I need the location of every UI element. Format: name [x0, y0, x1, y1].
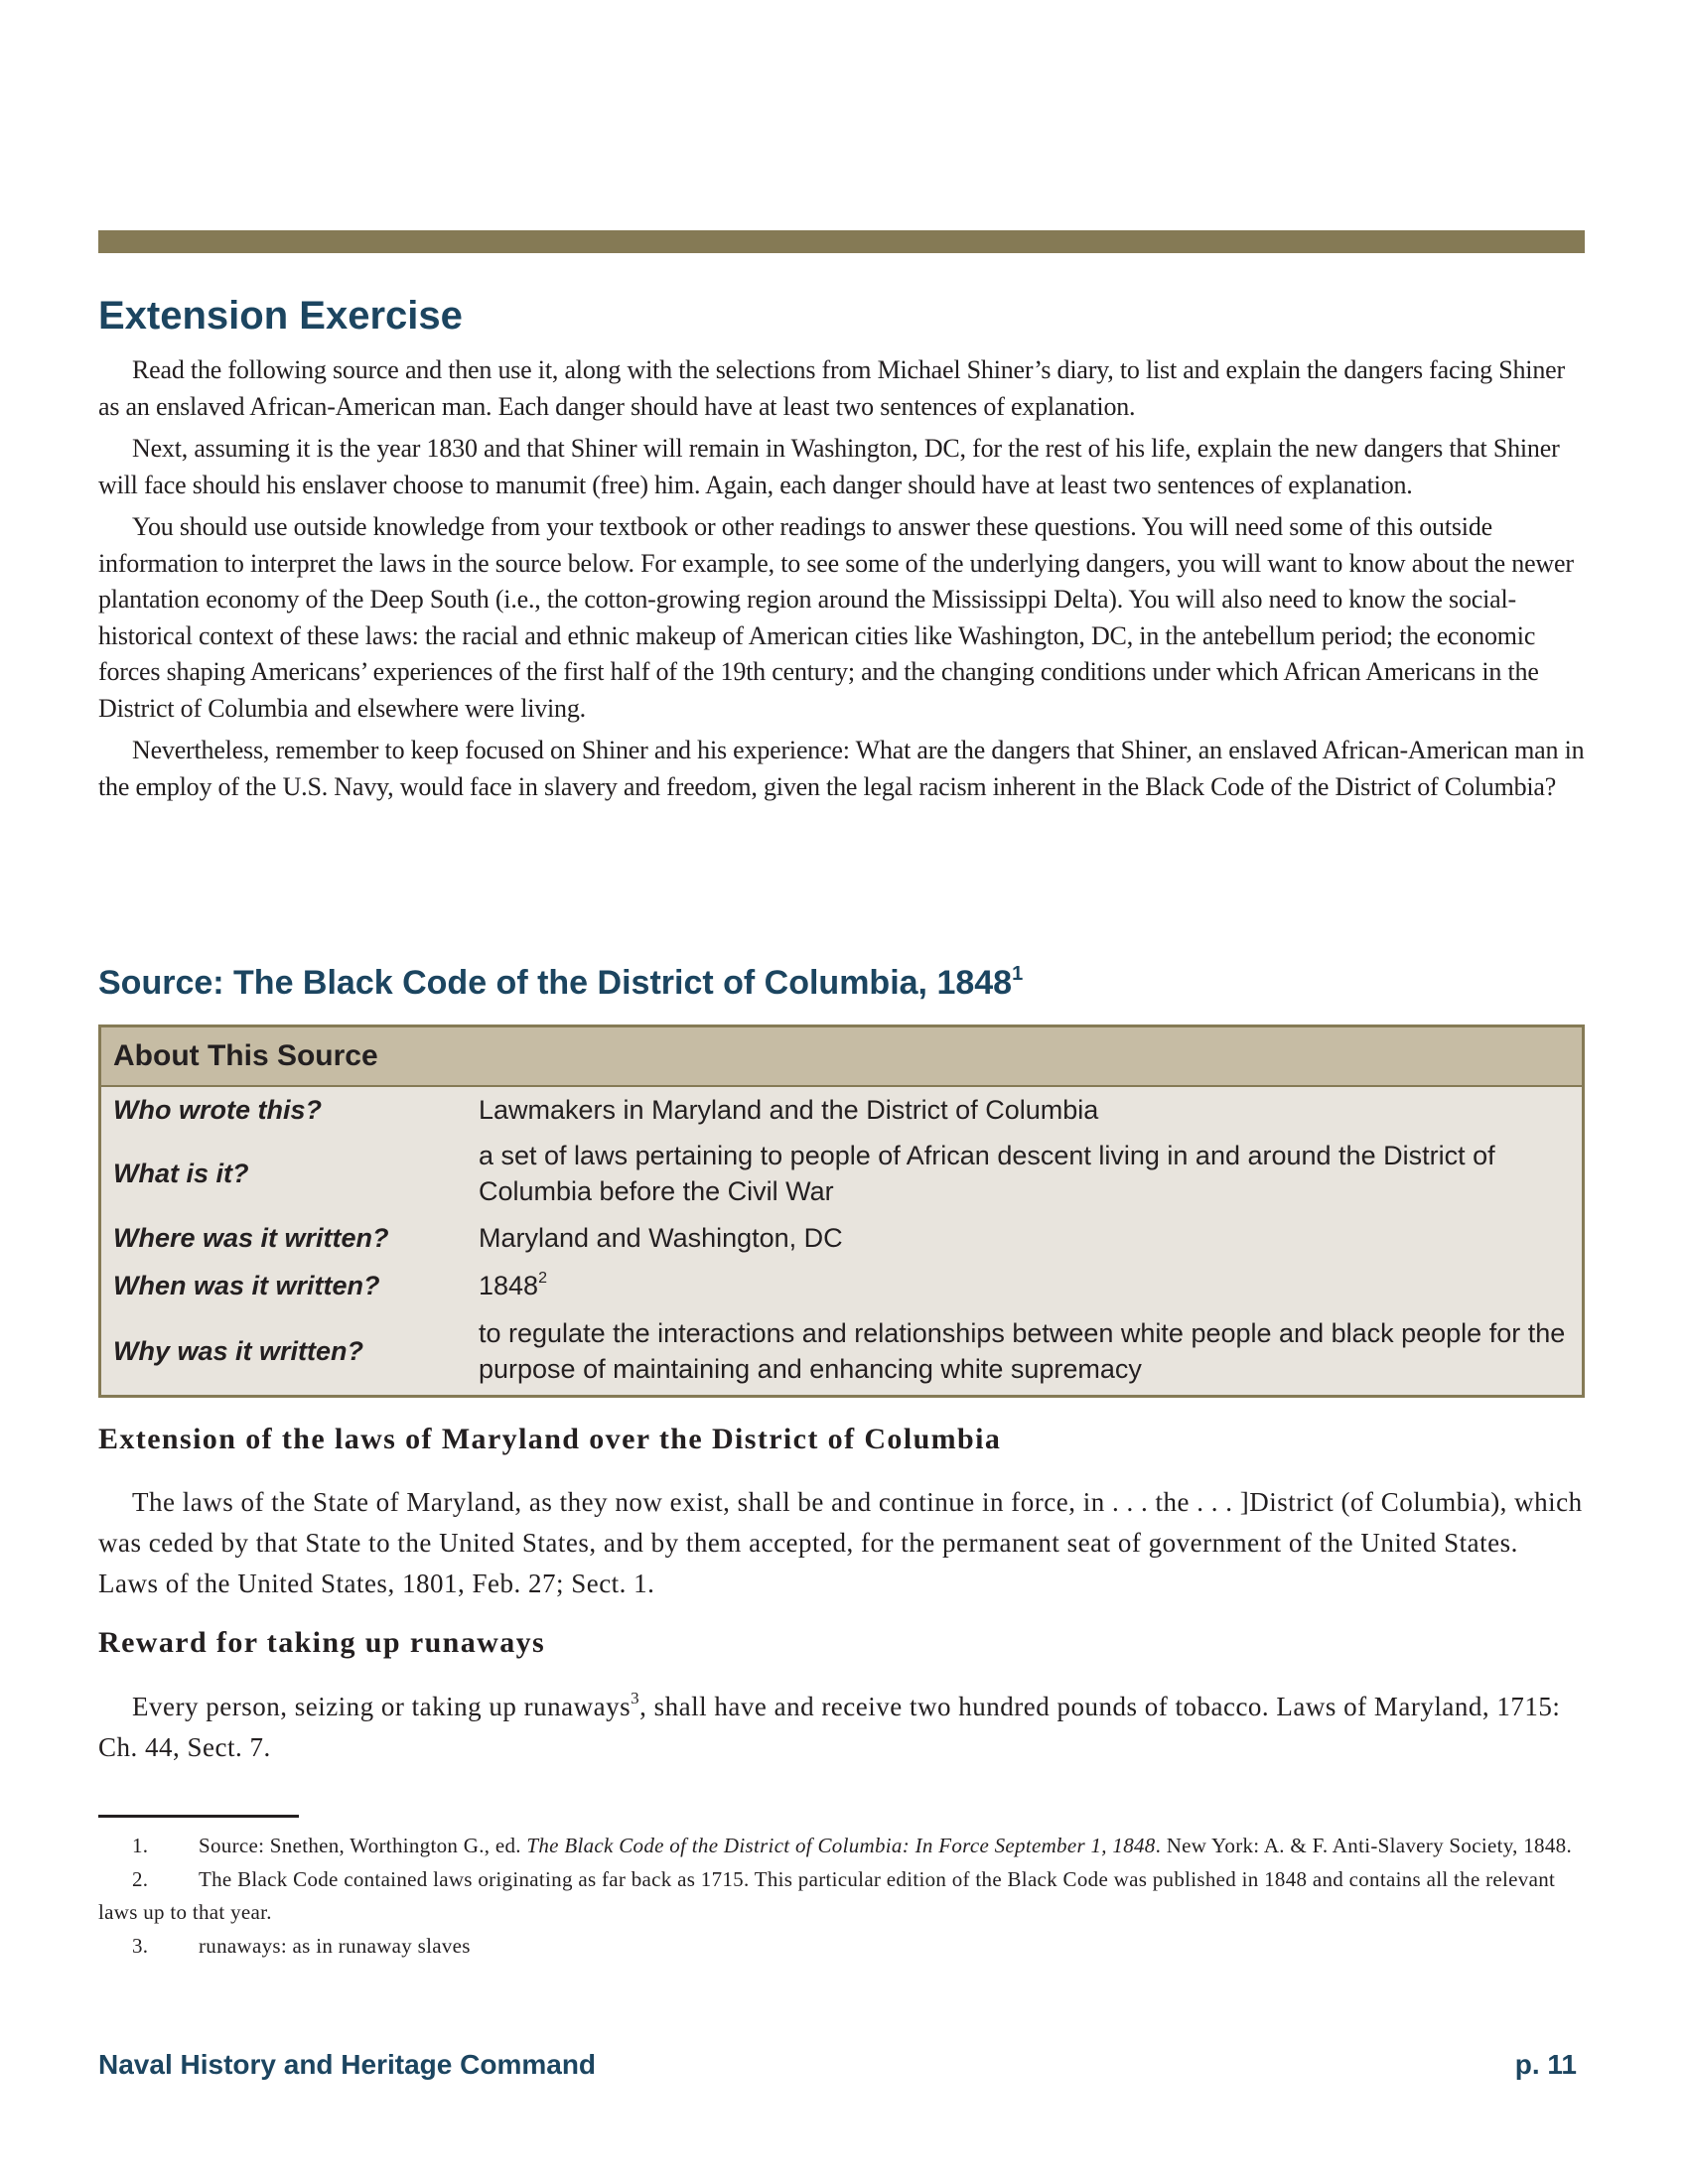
about-answer: a set of laws pertaining to people of African descent living in and around the District of Columbia before the Civil War — [479, 1141, 1495, 1206]
about-answer: Lawmakers in Maryland and the District of Columbia — [479, 1095, 1099, 1125]
about-question: Why was it written? — [113, 1335, 364, 1366]
law-text — [98, 1687, 1585, 1768]
footnote-text: The Black Code contained laws originating as far back as 1715. This particular edition of the Black Code was published in 1848 and contains all the relevant laws up to that year. — [98, 1867, 1556, 1924]
about-answer: to regulate the interactions and relationships between white people and black people for the purpose of maintaining and enhancing white supremacy — [479, 1318, 1566, 1384]
section-title: Extension Exercise — [98, 294, 463, 338]
law-text-part: , shall have and receive two hundred pounds of tobacco. Laws of Maryland, 1715: Ch. 44, Sect. 7. — [98, 1692, 1561, 1762]
about-row-why — [101, 1309, 1582, 1393]
footnote: 1. Source: Snethen, Worthington G., ed. The Black Code of the District of Columbia: In Force September 1, 1848. New York: A. & F. Anti-Slavery Society, 1848. — [98, 1830, 1585, 1862]
footnote-text: . New York: A. & F. Anti-Slavery Society, 1848. — [1155, 1834, 1573, 1857]
footnote: 3. runaways: as in runaway slaves — [98, 1930, 1585, 1963]
about-row-author — [101, 1087, 1582, 1133]
law-text: The laws of the State of Maryland, as they now exist, shall be and continue in force, in . . . the . . . ]District (of Columbia), which was ceded by that State to the United States, and by them accepted, for the permanent seat of government of the United States. Laws of the United States, 1801, Feb. 27; Sect. 1. — [98, 1487, 1583, 1598]
source-heading — [98, 958, 1023, 1008]
about-answer-text: 1848 — [479, 1271, 539, 1300]
about-source-header: About This Source — [101, 1027, 1582, 1087]
source-heading-text: Source: The Black Code of the District of Columbia, 1848 — [98, 964, 1013, 1002]
footnote-ref: 3 — [631, 1689, 640, 1707]
about-question: What is it? — [113, 1158, 249, 1188]
footnote: 2. The Black Code contained laws originating as far back as 1715. This particular edition of the Black Code was published in 1848 and contains all the relevant laws up to that year. — [98, 1867, 1556, 1924]
footnote-ref: 1 — [1012, 963, 1024, 985]
footnote-divider — [98, 1815, 299, 1818]
footer-page-number: p. 11 — [1514, 2049, 1577, 2080]
intro-paragraph: Read the following source and then use it, along with the selections from Michael Shiner’s diary, to list and explain the dangers facing Shiner as an enslaved African-American man. Each danger should have at least two sentences of explanation. — [98, 355, 1565, 421]
footnote-text: Source: Snethen, Worthington G., ed. — [199, 1834, 527, 1857]
law-text-part: Every person, seizing or taking up runaways — [132, 1692, 632, 1721]
footnote-text: runaways: as in runaway slaves — [199, 1934, 471, 1958]
law-heading: Extension of the laws of Maryland over the District of Columbia — [98, 1423, 1002, 1455]
top-divider-bar — [98, 230, 1585, 253]
about-question: When was it written? — [113, 1270, 380, 1300]
intro-paragraph: Next, assuming it is the year 1830 and that Shiner will remain in Washington, DC, for the rest of his life, explain the new dangers that Shiner will face should his enslaver choose to manumit (free) him. Again, each danger should have at least two sentences of explanation. — [98, 434, 1560, 499]
law-heading: Reward for taking up runaways — [98, 1626, 546, 1659]
about-answer — [479, 1268, 1582, 1303]
intro-text — [98, 352, 1585, 811]
about-question: Who wrote this? — [113, 1094, 322, 1125]
footnote-ref: 2 — [538, 1270, 547, 1287]
about-answer: Maryland and Washington, DC — [479, 1223, 843, 1253]
about-question: Where was it written? — [113, 1222, 389, 1253]
about-row-when — [101, 1262, 1582, 1309]
about-row-what — [101, 1133, 1582, 1214]
intro-paragraph: Nevertheless, remember to keep focused on Shiner and his experience: What are the dangers that Shiner, an enslaved African-American man in the employ of the U.S. Navy, would face in slavery and freedom, given the legal racism inherent in the Black Code of the District of Columbia? — [98, 736, 1585, 801]
footnotes — [98, 1830, 1585, 1964]
intro-paragraph: You should use outside knowledge from your textbook or other readings to answer these questions. You will need some of this outside information to interpret the laws in the source below. For example, to see some of the underlying dangers, you will want to know about the newer plantation economy of the Deep South (i.e., the cotton-growing region around the Mississippi Delta). You will also need to know the social-historical context of these laws: the racial and ethnic makeup of American cities like Washington, DC, in the antebellum period; the economic forces shaping Americans’ experiences of the first half of the 19th century; and the changing conditions under which African Americans in the District of Columbia and elsewhere were living. — [98, 512, 1574, 723]
footnote-title: The Black Code of the District of Columbia: In Force September 1, 1848 — [526, 1834, 1156, 1857]
footer-organization: Naval History and Heritage Command — [98, 2049, 597, 2080]
about-row-where — [101, 1214, 1582, 1262]
about-source-box — [98, 1024, 1585, 1398]
